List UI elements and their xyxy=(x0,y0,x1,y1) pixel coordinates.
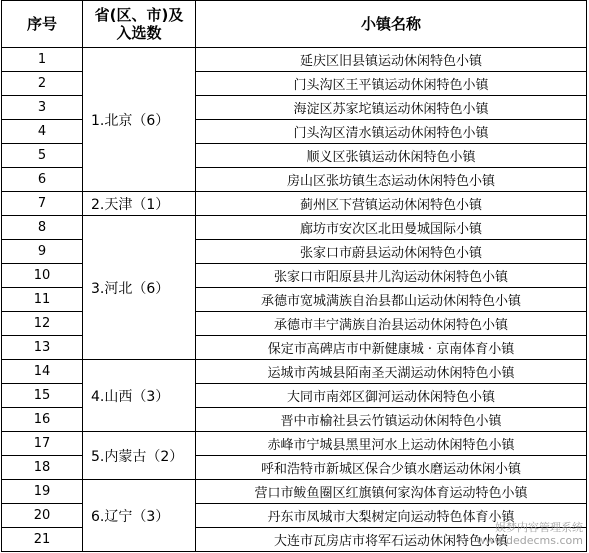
row-seq: 1 xyxy=(2,48,83,72)
row-seq: 3 xyxy=(2,96,83,120)
province-cell: 1.北京（6） xyxy=(83,48,196,192)
table-row xyxy=(2,48,587,72)
watermark-line2: www.dedecms.com xyxy=(476,534,583,547)
town-name: 承德市宽城满族自治县都山运动休闲特色小镇 xyxy=(196,288,587,312)
row-seq: 18 xyxy=(2,456,83,480)
province-cell: 2.天津（1） xyxy=(83,192,196,216)
town-name: 门头沟区清水镇运动休闲特色小镇 xyxy=(196,120,587,144)
town-name: 营口市鲅鱼圈区红旗镇何家沟体育运动特色小镇 xyxy=(196,480,587,504)
town-name: 海淀区苏家坨镇运动休闲特色小镇 xyxy=(196,96,587,120)
town-name: 延庆区旧县镇运动休闲特色小镇 xyxy=(196,48,587,72)
towns-table xyxy=(1,0,587,552)
row-seq: 2 xyxy=(2,72,83,96)
town-name: 张家口市蔚县运动休闲特色小镇 xyxy=(196,240,587,264)
row-seq: 14 xyxy=(2,360,83,384)
row-seq: 4 xyxy=(2,120,83,144)
header-row xyxy=(2,1,587,48)
row-seq: 16 xyxy=(2,408,83,432)
town-name: 保定市高碑店市中新健康城 · 京南体育小镇 xyxy=(196,336,587,360)
town-name: 蓟州区下营镇运动休闲特色小镇 xyxy=(196,192,587,216)
town-name: 丹东市凤城市大梨树定向运动特色体育小镇 xyxy=(196,504,587,528)
province-cell: 6.辽宁（3） xyxy=(83,480,196,552)
header-seq: 序号 xyxy=(2,1,83,48)
header-province xyxy=(83,1,196,48)
table-row xyxy=(2,192,587,216)
row-seq: 15 xyxy=(2,384,83,408)
table-row xyxy=(2,432,587,456)
row-seq: 21 xyxy=(2,528,83,552)
town-name: 呼和浩特市新城区保合少镇水磨运动休闲小镇 xyxy=(196,456,587,480)
row-seq: 11 xyxy=(2,288,83,312)
town-name: 顺义区张镇运动休闲特色小镇 xyxy=(196,144,587,168)
header-province-line1: 省(区、市)及 xyxy=(94,6,184,24)
province-cell: 4.山西（3） xyxy=(83,360,196,432)
province-cell: 3.河北（6） xyxy=(83,216,196,360)
town-name: 廊坊市安次区北田曼城国际小镇 xyxy=(196,216,587,240)
header-province-line2: 入选数 xyxy=(116,24,162,42)
row-seq: 20 xyxy=(2,504,83,528)
town-name: 大连市瓦房店市将军石运动休闲特色小镇 xyxy=(196,528,587,552)
header-town-name: 小镇名称 xyxy=(196,1,587,48)
row-seq: 6 xyxy=(2,168,83,192)
row-seq: 7 xyxy=(2,192,83,216)
table-row xyxy=(2,360,587,384)
row-seq: 17 xyxy=(2,432,83,456)
watermark-line1: 娱梦内容管理系统 xyxy=(495,521,583,534)
row-seq: 5 xyxy=(2,144,83,168)
town-name: 房山区张坊镇生态运动休闲特色小镇 xyxy=(196,168,587,192)
town-name: 张家口市阳原县井儿沟运动休闲特色小镇 xyxy=(196,264,587,288)
watermark xyxy=(477,521,583,547)
table-row xyxy=(2,480,587,504)
table-row xyxy=(2,216,587,240)
town-name: 门头沟区王平镇运动休闲特色小镇 xyxy=(196,72,587,96)
row-seq: 9 xyxy=(2,240,83,264)
row-seq: 13 xyxy=(2,336,83,360)
town-name: 运城市芮城县陌南圣天湖运动休闲特色小镇 xyxy=(196,360,587,384)
row-seq: 10 xyxy=(2,264,83,288)
town-name: 赤峰市宁城县黑里河水上运动休闲特色小镇 xyxy=(196,432,587,456)
row-seq: 19 xyxy=(2,480,83,504)
row-seq: 8 xyxy=(2,216,83,240)
town-name: 晋中市榆社县云竹镇运动休闲特色小镇 xyxy=(196,408,587,432)
province-cell: 5.内蒙古（2） xyxy=(83,432,196,480)
town-name: 承德市丰宁满族自治县运动休闲特色小镇 xyxy=(196,312,587,336)
town-name: 大同市南郊区御河运动休闲特色小镇 xyxy=(196,384,587,408)
row-seq: 12 xyxy=(2,312,83,336)
